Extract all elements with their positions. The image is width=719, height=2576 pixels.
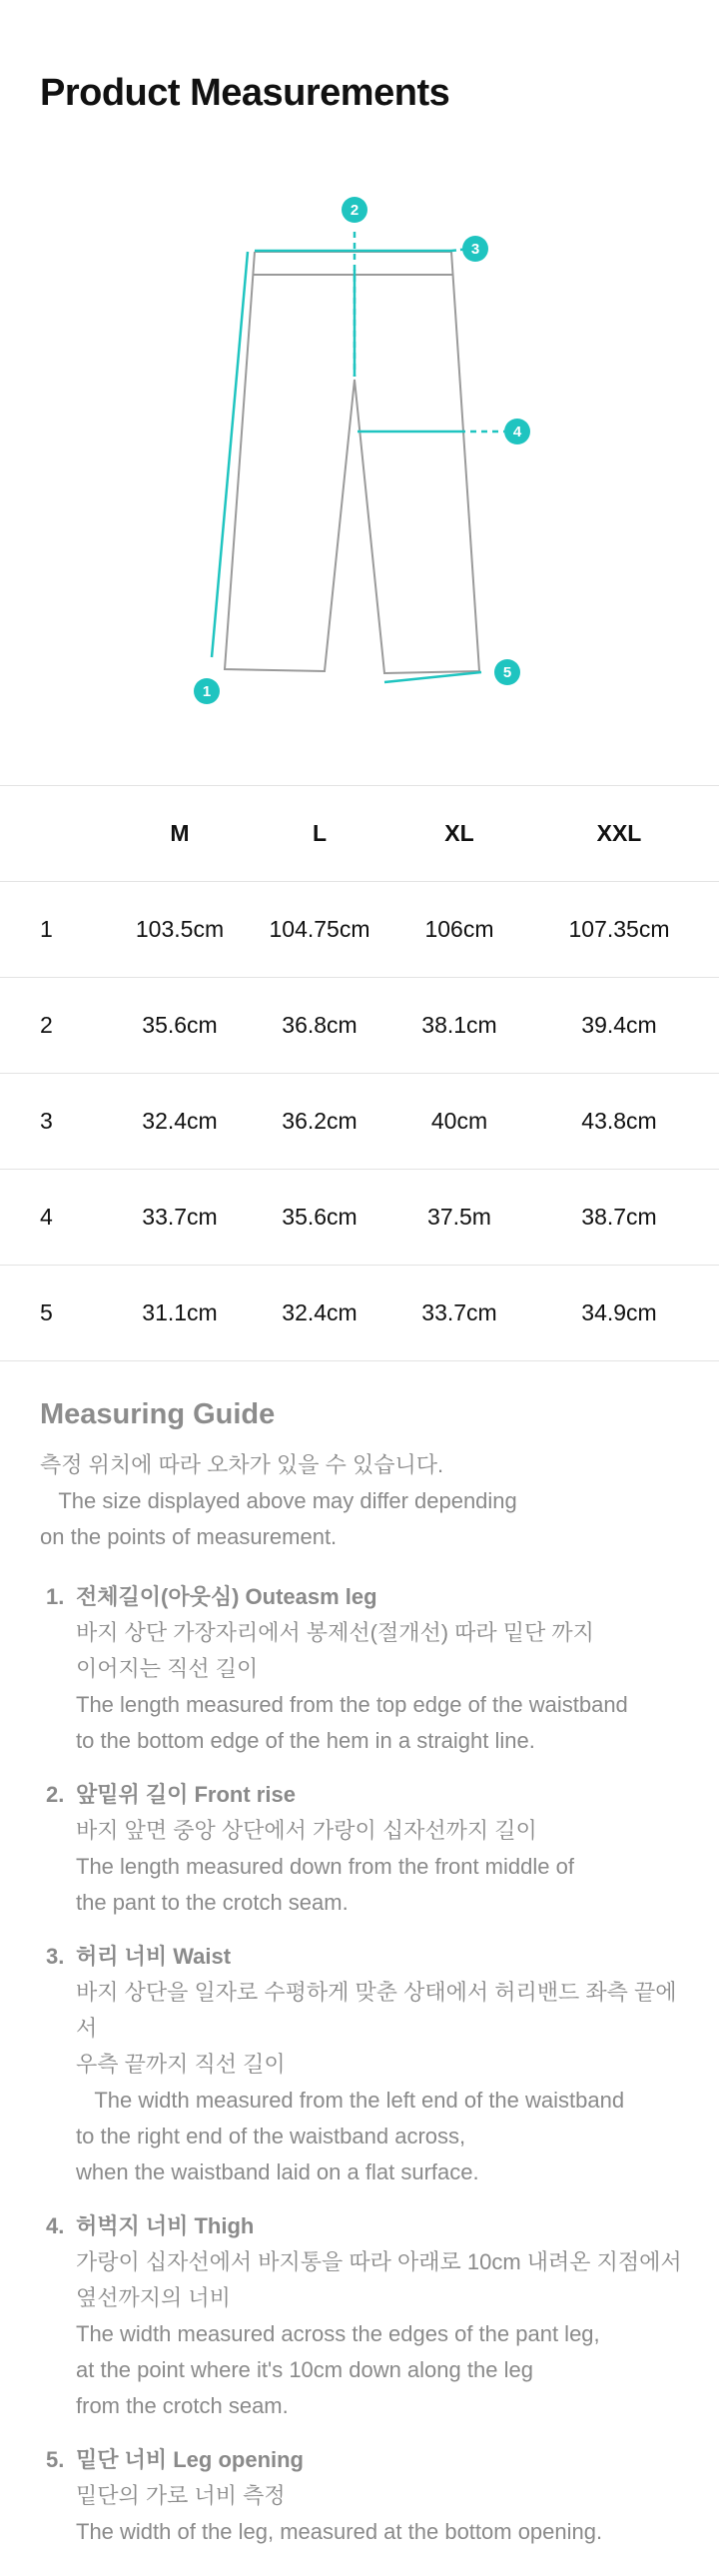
guide-intro-en-1: The size displayed above may differ depending bbox=[40, 1488, 517, 1513]
cell-value: 35.6cm bbox=[240, 1170, 399, 1266]
guide-item-line: 바지 상단을 일자로 수평하게 맞춘 상태에서 허리밴드 좌측 끝에서 bbox=[76, 1980, 677, 2041]
badge-4 bbox=[504, 419, 530, 444]
guide-item-line: 가랑이 십자선에서 바지통을 따라 아래로 10cm 내려온 지점에서 bbox=[76, 2249, 682, 2274]
table-row bbox=[0, 1074, 719, 1170]
guide-intro-en-2: on the points of measurement. bbox=[40, 1524, 338, 1549]
guide-item-heading: 허리 너비 Waist bbox=[76, 1944, 232, 1969]
cell-value: 43.8cm bbox=[519, 1074, 719, 1170]
guide-item-heading: 허벅지 너비 Thigh bbox=[76, 2213, 255, 2238]
guide-item-number: 5. bbox=[46, 2447, 65, 2472]
cell-value: 31.1cm bbox=[120, 1266, 240, 1361]
cell-value: 103.5cm bbox=[120, 882, 240, 978]
measure-lines bbox=[212, 232, 504, 682]
guide-item-line: The width of the leg, measured at the bottom opening. bbox=[76, 2519, 603, 2544]
pants-diagram bbox=[0, 180, 719, 739]
table-row bbox=[0, 1266, 719, 1361]
cell-value: 32.4cm bbox=[120, 1074, 240, 1170]
guide-list bbox=[40, 1579, 689, 2550]
cell-value: 36.2cm bbox=[240, 1074, 399, 1170]
cell-value: 106cm bbox=[399, 882, 519, 978]
badge-5-label: 5 bbox=[502, 664, 512, 681]
guide-item-line: The width measured across the edges of the pant leg, bbox=[76, 2321, 600, 2346]
guide-item-heading: 전체길이(아웃심) Outeasm leg bbox=[76, 1584, 377, 1609]
guide-item-heading: 밑단 너비 Leg opening bbox=[76, 2447, 304, 2472]
guide-item-line: The length measured from the top edge of the waistband bbox=[76, 1692, 628, 1717]
guide-item-line: The length measured down from the front middle of bbox=[76, 1854, 574, 1879]
cell-value: 32.4cm bbox=[240, 1266, 399, 1361]
badge-4-label: 4 bbox=[512, 424, 522, 440]
guide-item-front-rise bbox=[40, 1777, 689, 1921]
cell-value: 34.9cm bbox=[519, 1266, 719, 1361]
guide-item-line: the pant to the crotch seam. bbox=[76, 1890, 349, 1915]
guide-item-line: to the right end of the waistband across, bbox=[76, 2124, 466, 2148]
guide-item-line: 밑단의 가로 너비 측정 bbox=[76, 2483, 286, 2508]
table-row bbox=[0, 882, 719, 978]
measurements-table bbox=[0, 785, 719, 1361]
cell-value: 38.7cm bbox=[519, 1170, 719, 1266]
pants-silhouette bbox=[225, 252, 479, 673]
row-label: 5 bbox=[0, 1266, 120, 1361]
guide-item-number: 3. bbox=[46, 1944, 65, 1969]
header-size-xl: XL bbox=[399, 786, 519, 882]
guide-title: Measuring Guide bbox=[40, 1398, 276, 1430]
badge-1-label: 1 bbox=[202, 683, 212, 700]
guide-item-line: The width measured from the left end of the waistband bbox=[76, 2088, 625, 2113]
row-label: 2 bbox=[0, 978, 120, 1074]
guide-item-waist bbox=[40, 1939, 689, 2190]
badge-1 bbox=[194, 678, 220, 704]
cell-value: 107.35cm bbox=[519, 882, 719, 978]
guide-item-number: 4. bbox=[46, 2213, 65, 2238]
cell-value: 104.75cm bbox=[240, 882, 399, 978]
guide-item-line: when the waistband laid on a flat surface. bbox=[76, 2159, 479, 2184]
badge-2 bbox=[342, 197, 367, 223]
table-row bbox=[0, 978, 719, 1074]
cell-value: 33.7cm bbox=[399, 1266, 519, 1361]
cell-value: 40cm bbox=[399, 1074, 519, 1170]
row-label: 1 bbox=[0, 882, 120, 978]
guide-item-number: 1. bbox=[46, 1584, 65, 1609]
table-header-row bbox=[0, 786, 719, 882]
guide-item-line: 우측 끝까지 직선 길이 bbox=[76, 2052, 286, 2077]
header-empty bbox=[0, 786, 120, 882]
guide-item-line: from the crotch seam. bbox=[76, 2393, 289, 2418]
cell-value: 36.8cm bbox=[240, 978, 399, 1074]
header-size-l: L bbox=[240, 786, 399, 882]
guide-item-line: 옆선까지의 너비 bbox=[76, 2285, 231, 2310]
cell-value: 39.4cm bbox=[519, 978, 719, 1074]
guide-item-line: 바지 상단 가장자리에서 봉제선(절개선) 따라 밑단 까지 bbox=[76, 1620, 594, 1645]
guide-item-line: at the point where it's 10cm down along the leg bbox=[76, 2357, 533, 2382]
guide-item-line: 이어지는 직선 길이 bbox=[76, 1656, 259, 1681]
header-size-m: M bbox=[120, 786, 240, 882]
guide-item-outseam bbox=[40, 1579, 689, 1759]
badge-5 bbox=[494, 659, 520, 685]
guide-item-number: 2. bbox=[46, 1782, 65, 1807]
guide-item-line: to the bottom edge of the hem in a straight line. bbox=[76, 1728, 535, 1753]
guide-item-line: 바지 앞면 중앙 상단에서 가랑이 십자선까지 길이 bbox=[76, 1818, 537, 1843]
guide-item-leg-opening bbox=[40, 2442, 689, 2550]
pants-outline bbox=[225, 252, 479, 673]
badge-3 bbox=[462, 236, 488, 262]
cell-value: 37.5m bbox=[399, 1170, 519, 1266]
badge-2-label: 2 bbox=[350, 202, 360, 219]
badge-3-label: 3 bbox=[470, 241, 480, 258]
row-label: 3 bbox=[0, 1074, 120, 1170]
page-title: Product Measurements bbox=[40, 72, 450, 114]
guide-item-heading: 앞밑위 길이 Front rise bbox=[76, 1782, 296, 1807]
header-size-xxl: XXL bbox=[519, 786, 719, 882]
row-label: 4 bbox=[0, 1170, 120, 1266]
guide-item-thigh bbox=[40, 2208, 689, 2424]
measuring-guide bbox=[40, 1398, 689, 2568]
cell-value: 35.6cm bbox=[120, 978, 240, 1074]
cell-value: 38.1cm bbox=[399, 978, 519, 1074]
table-row bbox=[0, 1170, 719, 1266]
cell-value: 33.7cm bbox=[120, 1170, 240, 1266]
guide-intro-ko: 측정 위치에 따라 오차가 있을 수 있습니다. bbox=[40, 1452, 444, 1477]
